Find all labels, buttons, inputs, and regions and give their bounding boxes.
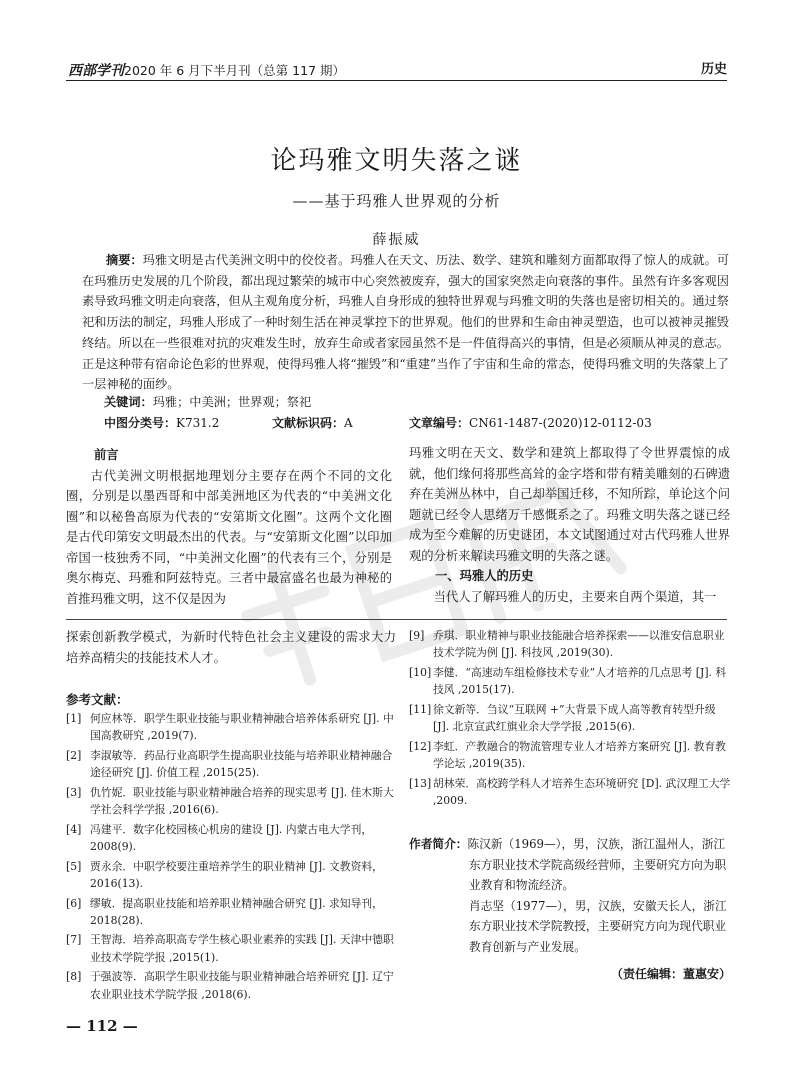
responsible-editor: （责任编辑：董惠安） [610, 967, 731, 981]
reference-item [66, 968, 396, 1002]
header-rule [66, 80, 727, 81]
doc-code-value: A [344, 416, 353, 430]
keywords [104, 393, 311, 410]
reference-item [66, 931, 396, 965]
article-author: 薛振威 [372, 232, 421, 248]
previous-article-closing: 探索创新教学模式，为新时代特色社会主义建设的需求大力培养高精尖的技能技术人才。 [66, 630, 396, 665]
reference-item [66, 895, 396, 929]
doc-code [272, 414, 353, 431]
reference-number: [11] [409, 702, 432, 716]
reference-text: 何应林等．职学生职业技能与职业精神融合培养体系研究 [J]. 中国高教研究 ,2019(7). [90, 712, 394, 743]
reference-text: 仇竹妮．职业技能与职业精神融合培养的现实思考 [J]. 佳木斯大学社会科学学报 ,2016(6). [90, 785, 394, 817]
section-1-paragraph: 当代人了解玛雅人的历史，主要来自两个渠道，其一 [433, 589, 717, 604]
reference-number: [10] [409, 665, 432, 679]
journal-issue: 2020 年 6 月下半月刊（总第 117 期） [124, 63, 345, 78]
reference-text: 缪敏．提高职业技能和培养职业精神融合研究 [J]. 求知导刊，2018(28). [90, 896, 383, 927]
journal-header [68, 60, 345, 80]
article-title: 论玛雅文明失落之谜 [270, 146, 523, 176]
abstract-label: 摘要： [106, 253, 143, 267]
reference-item [66, 821, 396, 855]
reference-number: [8] [66, 970, 82, 984]
reference-number: [7] [66, 933, 82, 947]
page-number: — 112 — [66, 1017, 138, 1035]
article-number [409, 414, 652, 431]
keywords-text: 玛雅；中美洲；世界观；祭祀 [152, 395, 312, 409]
reference-number: [13] [409, 776, 432, 790]
author-bio [409, 834, 731, 958]
bio-2-first-line: 肖志坚（1977—），男，汉族，安徽天长人，浙江 [469, 898, 727, 913]
reference-item [409, 664, 731, 698]
reference-number: [2] [66, 748, 82, 762]
reference-item [66, 747, 396, 781]
body-column-right [409, 443, 730, 607]
reference-number: [4] [66, 822, 82, 836]
reference-number: [1] [66, 712, 82, 725]
reference-text: 于强波等．高职学生职业技能与职业精神融合培养研究 [J]. 辽宁农业职业技术学院学报 ,2018(6). [90, 970, 394, 1001]
reference-item [66, 784, 396, 818]
references-list-right [409, 627, 731, 812]
reference-item [66, 710, 396, 744]
article-no-value: CN61-1487-(2020)12-0112-03 [469, 416, 652, 430]
journal-name: 西部学刊 [68, 63, 124, 79]
reference-number: [3] [66, 785, 82, 799]
reference-text: 徐文新等．刍议“互联网 +”大背景下成人高等教育转型升级 [J]. 北京宣武红旗业余大学学报 ,2015(6). [433, 702, 716, 734]
reference-number: [9] [409, 629, 425, 642]
reference-number: [5] [66, 859, 82, 873]
article-subtitle: ——基于玛雅人世界观的分析 [292, 192, 501, 210]
reference-item [409, 775, 731, 809]
bio-1-first-line: 陈汉新（1969—），男，汉族，浙江温州人，浙江 [467, 837, 726, 851]
clc-label: 中图分类号： [104, 416, 177, 430]
section-1-heading: 一、玛雅人的历史 [435, 569, 534, 583]
reference-item [409, 738, 731, 772]
references-title: 参考文献： [66, 692, 129, 707]
reference-item [409, 627, 731, 661]
body-column-left [66, 445, 392, 609]
preface-paragraph: 古代美洲文明根据地理划分主要存在两个不同的文化圈，分别是以墨西哥和中部美洲地区为代表的“中美洲文化圈”和以秘鲁高原为代表的“安第斯文化圈”。这两个文化圈是古代印第安文明最杰出的代表。与“安第斯文化圈”以印加帝国一枝独秀不同，“中美洲文化圈”的代表有三个，分别是奥尔梅克、玛雅和阿兹特克。三者中最富盛名也最为神秘的首推玛雅文明，这不仅是因为 [66, 468, 392, 606]
doc-code-label: 文献标识码： [272, 416, 345, 430]
bio-label: 作者简介： [409, 837, 468, 851]
bio-2-rest: 东方职业技术学院教授，主要研究方向为现代职业教育创新与产业发展。 [469, 919, 727, 954]
clc-value: K731.2 [176, 416, 220, 430]
abstract-text: 玛雅文明是古代美洲文明中的佼佼者。玛雅人在天文、历法、数学、建筑和雕刻方面都取得了惊人的成就。可在玛雅历史发展的几个阶段，都出现过繁荣的城市中心突然被废弃，强大的国家突然走向衰落的事件。虽然有许多客观因素导致玛雅文明走向衰落，但从主观角度分析，玛雅人自身形成的独特世界观与玛雅文明的失落也是密切相关的。通过祭祀和历法的制定，玛雅人形成了一种时刻生活在神灵掌控下的世界观。他们的世界和生命由神灵塑造，也可以被神灵摧毁终结。所以在一些很难对抗的灾难发生时，放弃生命或者家园虽然不是一件值得高兴的事情，但是必须顺从神灵的意志。正是这种带有宿命论色彩的世界观，使得玛雅人将“摧毁”和“重建”当作了宇宙和生命的常态，使得玛雅文明的失落蒙上了一层神秘的面纱。 [82, 253, 730, 392]
reference-text: 李虹．产教融合的物流管理专业人才培养方案研究 [J]. 教育教学论坛 ,2019(35). [433, 739, 726, 770]
reference-item [409, 701, 731, 735]
reference-text: 胡林荣．高校跨学科人才培养生态环境研究 [D]. 武汉理工大学 ,2009. [433, 776, 731, 807]
article-divider [66, 619, 727, 620]
preface-paragraph-continued: 玛雅文明在天文、数学和建筑上都取得了令世界震惊的成就，他们缘何将那些高耸的金字塔和带有精美雕刻的石碑遗弃在美洲丛林中，自己却举国迁移，不知所踪，单论这个问题就已经令人思绪万千感慨系之了。玛雅文明失落之谜已经成为至今难解的历史谜团，本文试图通过对古代玛雅人世界观的分析来解读玛雅文明的失落之谜。 [409, 446, 730, 563]
references-list-left [66, 710, 396, 1005]
preface-heading: 前言 [94, 448, 119, 462]
section-label: 历史 [700, 62, 727, 77]
reference-text: 贾永余．中职学校要注重培养学生的职业精神 [J]. 文教资料，2016(13). [90, 859, 383, 890]
reference-text: 冯建平．数字化校园核心机房的建设 [J]. 内蒙古电大学刊，2008(9). [90, 822, 373, 853]
article-no-label: 文章编号： [409, 416, 470, 430]
bio-1-rest: 东方职业技术学院高级经营师，主要研究方向为职业教育和物流经济。 [469, 857, 727, 893]
reference-text: 李健．“高速动车组检修技术专业”人才培养的几点思考 [J]. 科技风 ,2015(17). [433, 665, 727, 697]
reference-number: [6] [66, 896, 82, 910]
clc-number [104, 414, 219, 431]
reference-number: [12] [409, 739, 432, 753]
reference-item [66, 858, 396, 892]
abstract [82, 250, 729, 395]
reference-text: 乔琪．职业精神与职业技能融合培养探索——以淮安信息职业技术学院为例 [J]. 科技风 ,2019(30). [433, 629, 725, 660]
reference-text: 李淑敏等．药品行业高职学生提高职业技能与培养职业精神融合途径研究 [J]. 价值工程 ,2015(25). [90, 748, 393, 780]
keywords-label: 关键词： [104, 395, 153, 409]
reference-text: 王智海．培养高职高专学生核心职业素养的实践 [J]. 天津中德职业技术学院学报 ,2015(1). [90, 933, 394, 964]
